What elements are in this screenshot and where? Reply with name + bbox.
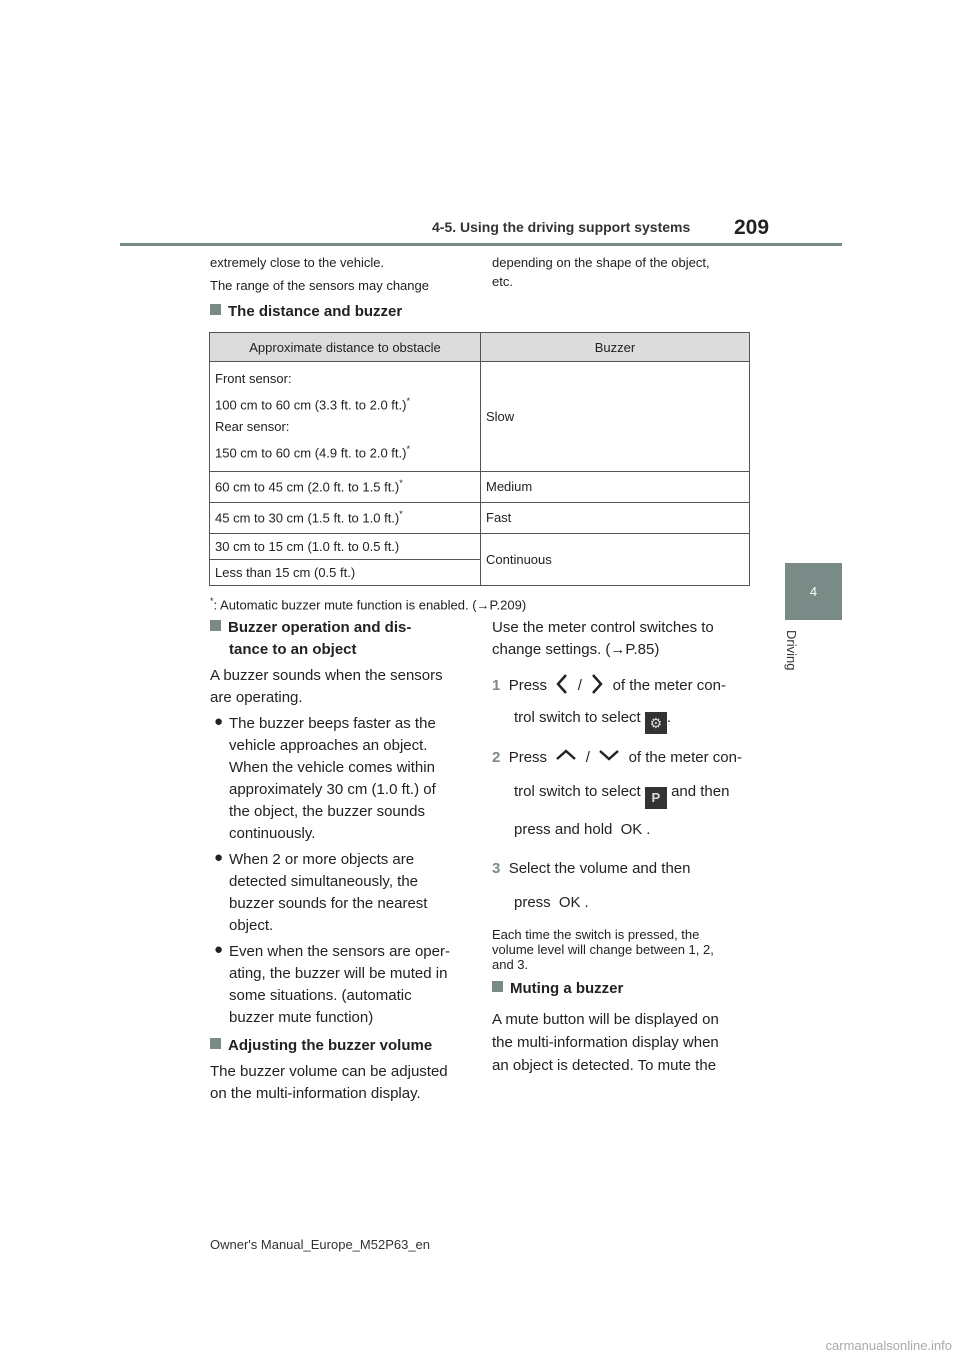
square-bullet-icon <box>492 981 503 992</box>
bullet-2-line-2: detected simultaneously, the <box>229 873 419 890</box>
intro-left-1: extremely close to the vehicle. <box>210 255 385 270</box>
table-header-buzzer: Buzzer <box>481 333 750 362</box>
chevron-up-icon <box>555 748 577 762</box>
bullet-dot-icon: ● <box>214 941 224 958</box>
page-number: 209 <box>734 216 770 239</box>
intro-right-2: etc. <box>492 274 513 289</box>
ok-button-icon: OK <box>620 821 643 838</box>
table-cell-buzzer: Medium <box>481 471 750 502</box>
bullet-2-line-1: When 2 or more objects are <box>229 851 415 868</box>
watermark: carmanualsonline.info <box>825 1338 952 1353</box>
buzzer-operation-heading-2: tance to an object <box>229 641 357 658</box>
adjust-paragraph-1: The buzzer volume can be adjusted <box>210 1063 448 1080</box>
bullet-dot-icon: ● <box>214 713 224 730</box>
muting-heading: Muting a buzzer <box>492 978 623 1000</box>
bullet-dot-icon: ● <box>214 849 224 866</box>
table-cell-distance: Front sensor: 100 cm to 60 cm (3.3 ft. to 2.0 ft.)* Rear sensor: 150 cm to 60 cm (4.9 ft. to 2.0 ft.)* <box>210 362 481 472</box>
ok-button-icon: OK <box>558 894 581 911</box>
step-2: 2 Press / of the meter con- <box>492 749 742 766</box>
table-row <box>210 362 750 472</box>
volume-note: Each time the switch is pressed, the volume level will change between 1, 2, and 3. <box>492 927 714 972</box>
step-2-hold: press and hold OK . <box>514 821 651 838</box>
buzzer-paragraph-1: A buzzer sounds when the sensors <box>210 667 443 684</box>
bullet-2-line-3: buzzer sounds for the nearest <box>229 895 428 912</box>
bullet-1-line-1: The buzzer beeps faster as the <box>229 715 436 732</box>
square-bullet-icon <box>210 304 221 315</box>
chapter-number: 4 <box>809 584 818 599</box>
intro-right-1: depending on the shape of the object, <box>492 255 710 270</box>
adjust-volume-heading: Adjusting the buzzer volume <box>210 1035 432 1057</box>
footer: Owner's Manual_Europe_M52P63_en <box>210 1237 431 1252</box>
header-rule <box>120 243 842 246</box>
bullet-3-line-4: buzzer mute function) <box>229 1009 374 1026</box>
step-3: 3 Select the volume and then <box>492 860 691 877</box>
step-1: 1 Press / of the meter con- <box>492 673 726 697</box>
bullet-3-line-1: Even when the sensors are oper- <box>229 943 450 960</box>
parking-sensor-icon: P <box>645 787 667 809</box>
intro-left-2: The range of the sensors may change <box>210 278 429 293</box>
muting-paragraph-1: A mute button will be displayed on <box>492 1011 719 1028</box>
bullet-1-line-4: approximately 30 cm (1.0 ft.) of <box>229 781 436 798</box>
footnote: *: Automatic buzzer mute function is enabled. (→P.209) <box>210 596 527 613</box>
table-cell-distance: 60 cm to 45 cm (2.0 ft. to 1.5 ft.)* <box>210 471 481 502</box>
table-header-distance: Approximate distance to obstacle <box>210 333 481 362</box>
square-bullet-icon <box>210 620 221 631</box>
adjust-paragraph-2: on the multi-information display. <box>210 1085 421 1102</box>
muting-paragraph-2: the multi-information display when <box>492 1034 719 1051</box>
bullet-1-line-6: continuously. <box>229 825 316 842</box>
table-cell-distance: 45 cm to 30 cm (1.5 ft. to 1.0 ft.)* <box>210 502 481 533</box>
distance-heading: The distance and buzzer <box>210 301 402 323</box>
gear-icon: ⚙ <box>645 712 667 734</box>
chevron-right-icon <box>590 673 604 695</box>
table-row <box>210 502 750 533</box>
table-cell-distance: 30 cm to 15 cm (1.0 ft. to 0.5 ft.) <box>210 533 481 559</box>
bullet-1-line-5: the object, the buzzer sounds <box>229 803 425 820</box>
bullet-2-line-4: object. <box>229 917 274 934</box>
step-3-cont: press OK . <box>514 894 589 911</box>
bullet-3-line-3: some situations. (automatic <box>229 987 412 1004</box>
buzzer-operation-heading: Buzzer operation and dis- <box>210 617 411 639</box>
table-row <box>210 533 750 559</box>
meter-paragraph-2: change settings. (→P.85) <box>492 641 660 658</box>
bullet-1-line-2: vehicle approaches an object. <box>229 737 428 754</box>
distance-buzzer-table <box>209 332 750 586</box>
table-cell-buzzer: Continuous <box>481 533 750 585</box>
chapter-label: Driving <box>784 630 799 671</box>
table-cell-buzzer: Slow <box>481 362 750 472</box>
square-bullet-icon <box>210 1038 221 1049</box>
chevron-down-icon <box>598 748 620 762</box>
bullet-3-line-2: ating, the buzzer will be muted in <box>229 965 448 982</box>
bullet-1-line-3: When the vehicle comes within <box>229 759 435 776</box>
table-cell-distance: Less than 15 cm (0.5 ft.) <box>210 559 481 585</box>
meter-paragraph-1: Use the meter control switches to <box>492 619 714 636</box>
section-title: 4-5. Using the driving support systems <box>432 219 691 235</box>
table-cell-buzzer: Fast <box>481 502 750 533</box>
table-row <box>210 471 750 502</box>
chevron-left-icon <box>555 673 569 695</box>
muting-paragraph-3: an object is detected. To mute the <box>492 1057 717 1074</box>
buzzer-paragraph-2: are operating. <box>210 689 303 706</box>
step-1-cont: trol switch to select ⚙ . <box>514 707 671 734</box>
step-2-cont: trol switch to select P and then <box>514 781 729 809</box>
chapter-tab <box>785 563 842 620</box>
